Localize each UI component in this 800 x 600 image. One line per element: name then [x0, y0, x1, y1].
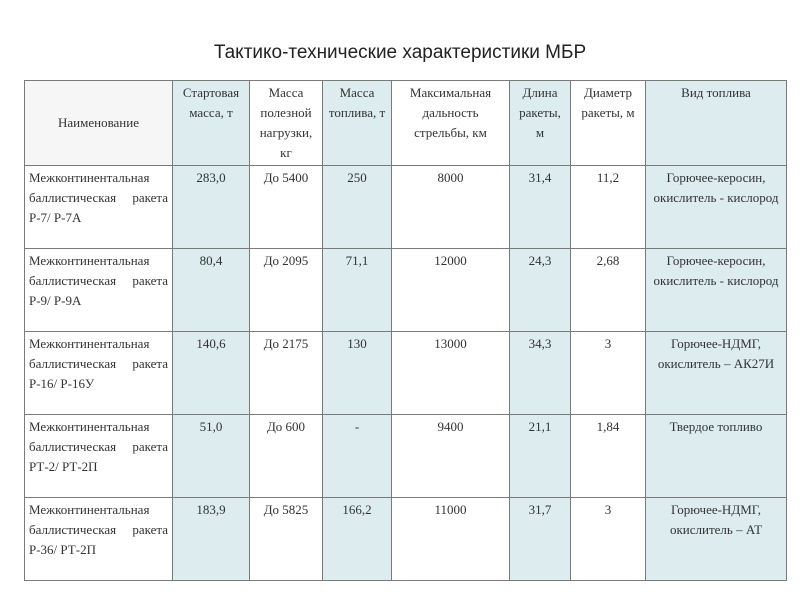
cell-start-mass: 183,9	[173, 498, 250, 581]
cell-fuel-type: Горючее-НДМГ, окислитель – АК27И	[646, 332, 787, 415]
cell-range: 8000	[392, 166, 510, 249]
cell-diameter: 11,2	[571, 166, 646, 249]
cell-diameter: 1,84	[571, 415, 646, 498]
cell-range: 11000	[392, 498, 510, 581]
cell-length: 31,7	[510, 498, 571, 581]
cell-fuel-mass: -	[323, 415, 392, 498]
header-row	[25, 81, 787, 166]
cell-fuel-type: Горючее-керосин, окислитель - кислород	[646, 249, 787, 332]
page-title: Тактико-технические характеристики МБР	[213, 42, 587, 63]
header-start-mass: Стартовая масса, т	[173, 81, 250, 166]
cell-length: 34,3	[510, 332, 571, 415]
specs-table	[24, 80, 787, 581]
cell-fuel-mass: 250	[323, 166, 392, 249]
cell-payload: До 2095	[250, 249, 323, 332]
cell-start-mass: 283,0	[173, 166, 250, 249]
cell-range: 13000	[392, 332, 510, 415]
cell-payload: До 5825	[250, 498, 323, 581]
cell-diameter: 3	[571, 498, 646, 581]
cell-diameter: 2,68	[571, 249, 646, 332]
table-row	[25, 498, 787, 581]
cell-name: Межконтинентальная баллистическая ракета Р-7/ Р-7А	[25, 166, 173, 249]
cell-name: Межконтинентальная баллистическая ракета Р-16/ Р-16У	[25, 332, 173, 415]
table-row	[25, 166, 787, 249]
cell-range: 9400	[392, 415, 510, 498]
cell-length: 21,1	[510, 415, 571, 498]
header-range: Максимальная дальность стрельбы, км	[392, 81, 510, 166]
cell-fuel-mass: 166,2	[323, 498, 392, 581]
header-fuel-mass: Масса топлива, т	[323, 81, 392, 166]
header-diameter: Диаметр ракеты, м	[571, 81, 646, 166]
cell-range: 12000	[392, 249, 510, 332]
table-row	[25, 332, 787, 415]
cell-start-mass: 80,4	[173, 249, 250, 332]
cell-payload: До 2175	[250, 332, 323, 415]
header-payload: Масса полезной нагрузки, кг	[250, 81, 323, 166]
table-row	[25, 415, 787, 498]
header-name: Наименование	[25, 81, 173, 166]
cell-start-mass: 140,6	[173, 332, 250, 415]
cell-fuel-type: Горючее-керосин, окислитель - кислород	[646, 166, 787, 249]
cell-fuel-mass: 71,1	[323, 249, 392, 332]
cell-length: 24,3	[510, 249, 571, 332]
cell-payload: До 600	[250, 415, 323, 498]
cell-length: 31,4	[510, 166, 571, 249]
cell-fuel-type: Горючее-НДМГ, окислитель – АТ	[646, 498, 787, 581]
cell-diameter: 3	[571, 332, 646, 415]
cell-fuel-type: Твердое топливо	[646, 415, 787, 498]
cell-name: Межконтинентальная баллистическая ракета РТ-2/ РТ-2П	[25, 415, 173, 498]
cell-fuel-mass: 130	[323, 332, 392, 415]
cell-payload: До 5400	[250, 166, 323, 249]
cell-name: Межконтинентальная баллистическая ракета Р-36/ РТ-2П	[25, 498, 173, 581]
cell-start-mass: 51,0	[173, 415, 250, 498]
cell-name: Межконтинентальная баллистическая ракета Р-9/ Р-9А	[25, 249, 173, 332]
header-fuel-type: Вид топлива	[646, 81, 787, 166]
header-length: Длина ракеты, м	[510, 81, 571, 166]
table-row	[25, 249, 787, 332]
